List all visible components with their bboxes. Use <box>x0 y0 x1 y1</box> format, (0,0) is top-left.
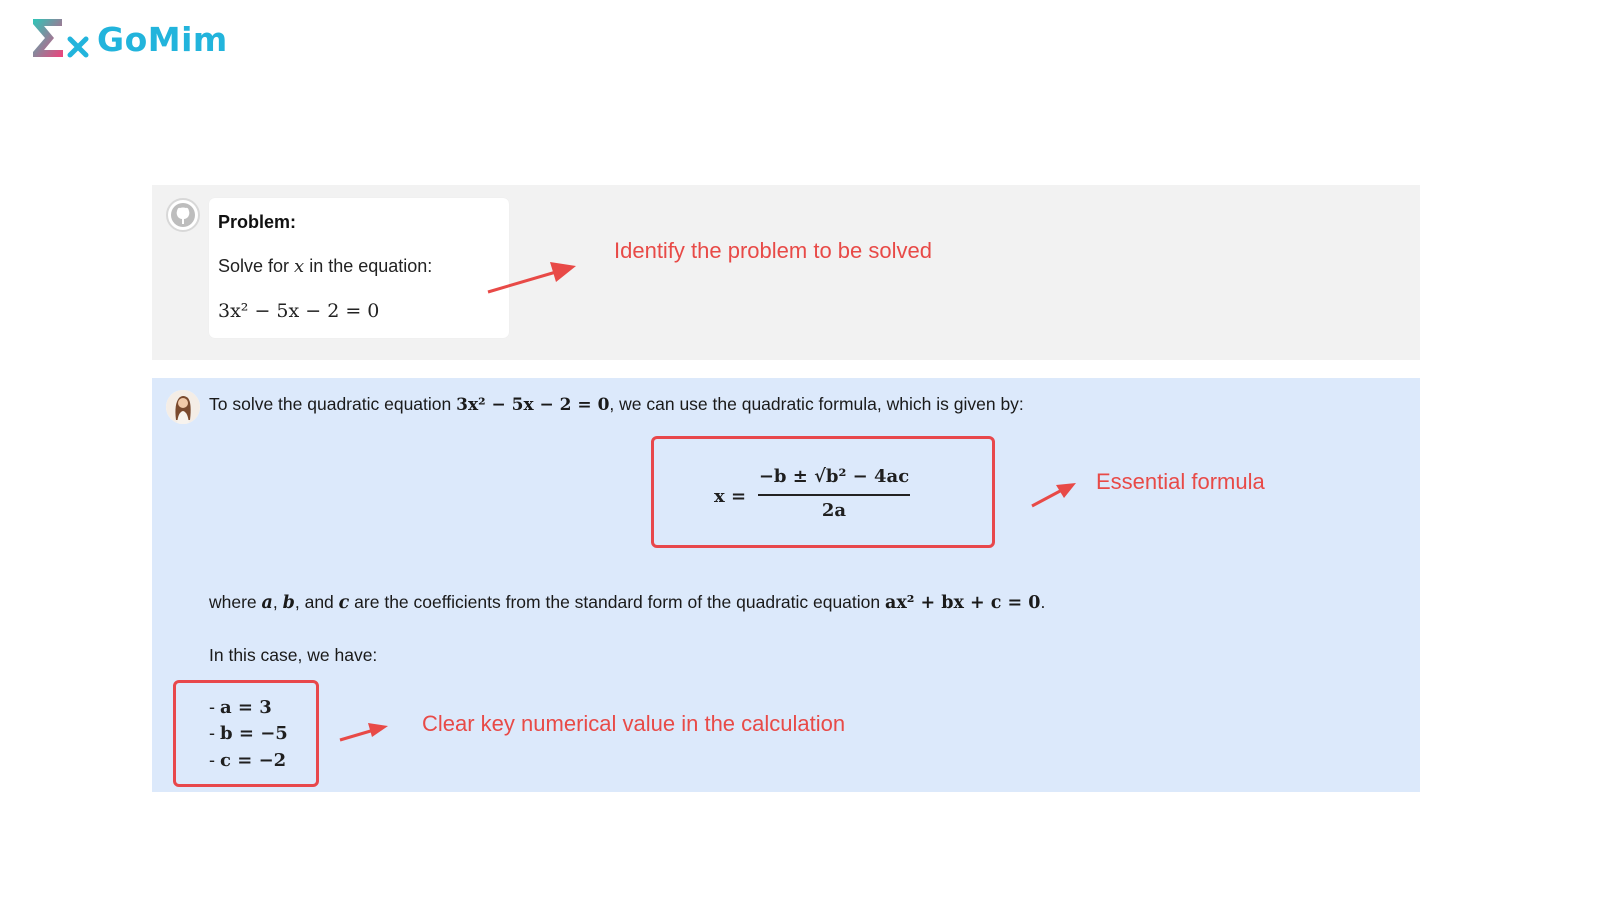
user-avatar <box>166 390 200 424</box>
arrow-problem-icon <box>484 258 580 298</box>
value-dash: - <box>209 750 220 770</box>
annotation-problem: Identify the problem to be solved <box>614 238 932 263</box>
value-dash: - <box>209 697 220 717</box>
value-c <box>209 750 286 771</box>
in-this-case-text: In this case, we have: <box>209 645 378 665</box>
coefficients-explanation <box>209 592 1045 613</box>
formula-denominator: 2a <box>821 500 847 521</box>
intro-equation: 3x² − 5x − 2 = 0 <box>456 395 610 415</box>
arrow-values-icon <box>338 720 392 744</box>
problem-title: Problem: <box>218 212 297 232</box>
x-logo-icon <box>67 36 89 58</box>
value-a <box>209 697 272 718</box>
problem-text <box>218 256 432 277</box>
value-expr: a = 3 <box>220 697 272 718</box>
problem-variable: x <box>294 256 305 277</box>
value-expr: c = −2 <box>220 750 287 771</box>
problem-card <box>209 198 509 338</box>
where-prefix: where <box>209 592 262 612</box>
sigma-logo-icon <box>30 16 66 60</box>
formula-numerator: −b ± √b² − 4ac <box>758 466 910 487</box>
where-end: . <box>1040 592 1046 612</box>
brand-name[interactable]: GoMim <box>97 20 228 59</box>
intro-prefix: To solve the quadratic equation <box>209 394 457 414</box>
where-sep1: , <box>272 592 283 612</box>
annotation-values: Clear key numerical value in the calculation <box>422 711 846 736</box>
person-icon <box>166 390 200 424</box>
github-icon <box>168 200 198 230</box>
where-c: c <box>338 593 350 613</box>
problem-text-prefix: Solve for <box>218 256 295 276</box>
value-expr: b = −5 <box>220 723 288 744</box>
problem-equation: 3x² − 5x − 2 = 0 <box>218 300 380 322</box>
formula-fraction <box>758 466 910 521</box>
intro-suffix: , we can use the quadratic formula, which is given by: <box>609 394 1024 414</box>
fraction-bar <box>758 494 910 496</box>
annotation-formula: Essential formula <box>1096 469 1265 494</box>
where-b: b <box>282 593 295 613</box>
value-b <box>209 723 288 744</box>
where-a: a <box>261 593 273 613</box>
problem-text-suffix: in the equation: <box>304 256 433 276</box>
where-middle: are the coefficients from the standard form of the quadratic equation <box>349 592 885 612</box>
answer-intro <box>209 394 1024 415</box>
where-equation: ax² + bx + c = 0 <box>885 593 1041 613</box>
arrow-formula-icon <box>1030 480 1080 510</box>
formula-lhs: x = <box>714 486 747 507</box>
where-sep2: , and <box>294 592 339 612</box>
assistant-avatar <box>166 198 200 232</box>
value-dash: - <box>209 723 220 743</box>
